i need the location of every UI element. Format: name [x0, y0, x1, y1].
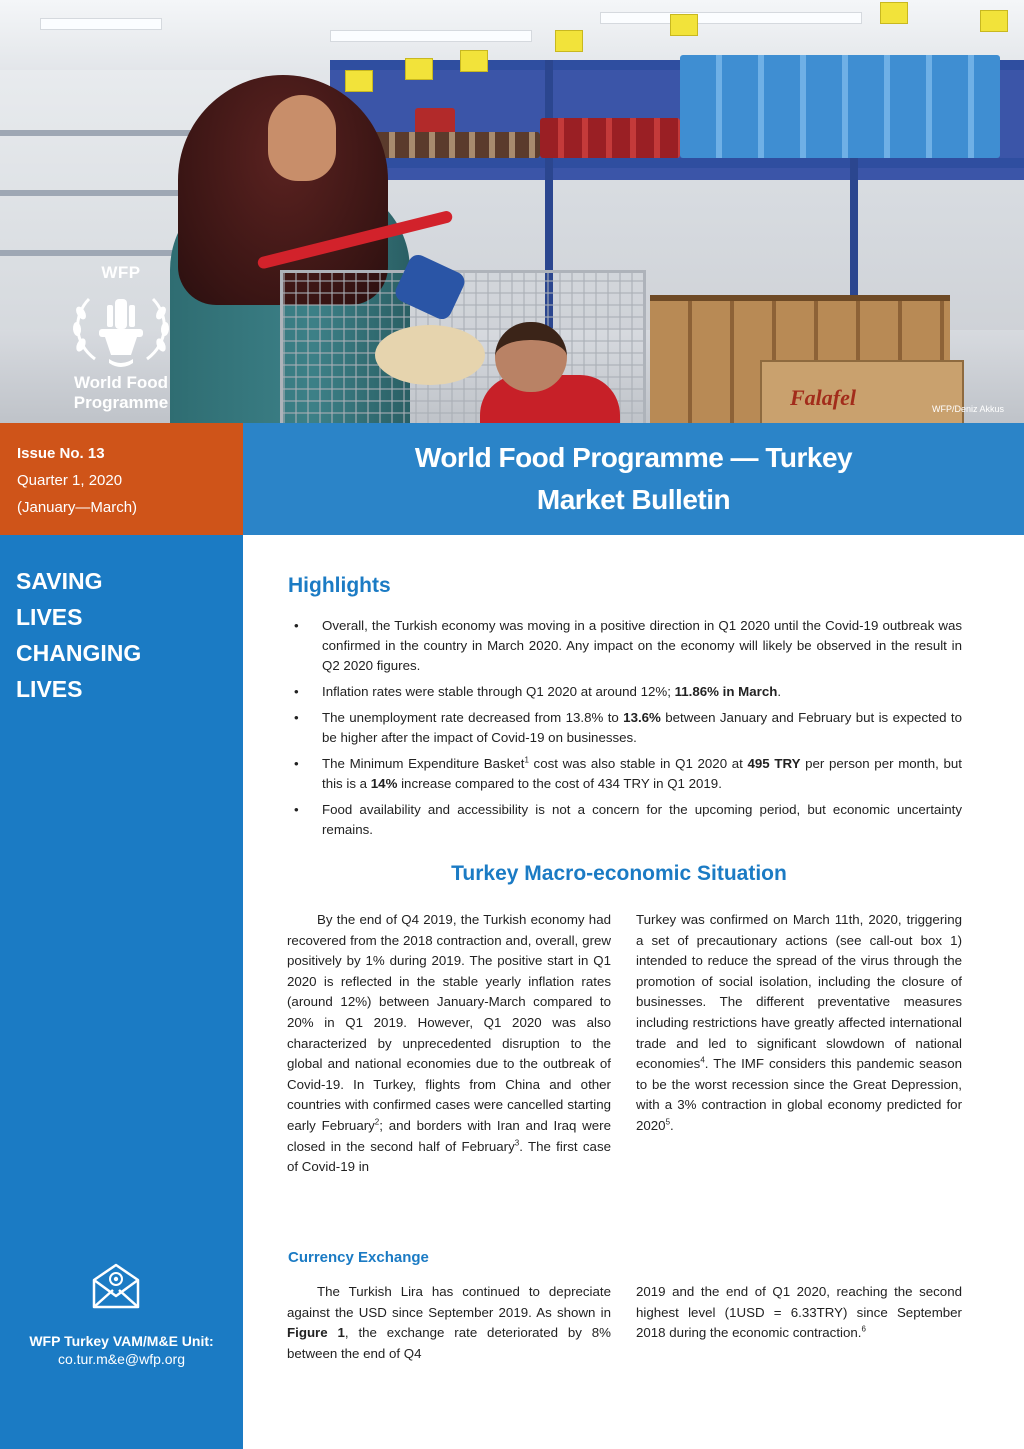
list-item — [292, 682, 962, 702]
bullet-emphasis: 14% — [370, 776, 398, 791]
bullet-emphasis: 13.6% — [623, 710, 661, 725]
wfp-logo — [60, 263, 182, 413]
price-tag — [345, 70, 373, 92]
product-row — [680, 55, 1000, 158]
shelf-bar — [330, 158, 1024, 168]
currency-column-right — [636, 1282, 962, 1344]
tagline-word: CHANGING — [16, 640, 142, 666]
highlights-heading: Highlights — [288, 574, 391, 597]
sidebar — [0, 535, 243, 1449]
box-label: Falafel — [790, 385, 856, 410]
product-row — [540, 118, 680, 158]
logo-name-line1: World Food — [73, 373, 169, 392]
list-item — [292, 616, 962, 676]
bullet-text: between January and February but is expected to be higher after the impact of Covid-19 on businesses. — [322, 710, 963, 745]
bullet-text: Food availability and accessibility is not a concern for the upcoming period, but economic uncertainty remains. — [322, 802, 962, 837]
paragraph-text: ; and borders with Iran and Iraq were closed in the second half of February — [287, 1117, 611, 1154]
macro-column-right — [636, 910, 962, 1137]
currency-column-left — [287, 1282, 611, 1364]
price-tag — [405, 58, 433, 80]
ceiling-light — [600, 12, 862, 24]
paragraph-text: 2019 and the end of Q1 2020, reaching the second highest level (1USD = 6.33TRY) since September 2018 during the economic contraction. — [636, 1284, 962, 1341]
paragraph-text: , the exchange rate deteriorated by 8% between the end of Q4 — [287, 1325, 611, 1361]
price-tag — [980, 10, 1008, 32]
photo-credit: WFP/Deniz Akkus — [931, 404, 1004, 414]
ceiling-light — [40, 18, 162, 30]
title-line1: World Food Programme — Turkey — [414, 442, 853, 473]
shopper-face — [268, 95, 336, 181]
paragraph-text: Turkey was confirmed on March 11th, 2020, triggering a set of precautionary actions (see call-out box 1) intended to reduce the spread of the virus through the promotion of social isolation, including the closure of businesses. The different preventative measures including restrictions have greatly affected international trade and led to significant slowdown of national economies — [636, 912, 962, 1072]
price-tag — [670, 14, 698, 36]
bullet-text: The unemployment rate decreased from 13.8% to — [322, 710, 624, 725]
bullet-text: Inflation rates were stable through Q1 2020 at around 12%; — [322, 684, 675, 699]
footnote-ref[interactable]: 5 — [665, 1117, 671, 1127]
paragraph-text: The Turkish Lira has continued to depreciate against the USD since September 2019. As shown in — [287, 1284, 611, 1320]
bullet-text: . — [777, 684, 782, 699]
paragraph-text: . The IMF considers this pandemic season to be the worst recession since the Great Depression, with a 3% contraction in global economy predicted for 2020 — [636, 1056, 962, 1133]
tagline-word: SAVING — [16, 568, 103, 594]
issue-months: (January—March) — [17, 499, 138, 516]
bullet-emphasis: 11.86% in March — [674, 684, 778, 699]
footnote-ref[interactable]: 1 — [524, 755, 529, 765]
bullet-text: Overall, the Turkish economy was moving in a positive direction in Q1 2020 until the Covid-19 outbreak was confirmed in the country in March 2020. Any impact on the economy will likely be observed in the result in Q2 2020 figures. — [322, 618, 962, 673]
list-item — [292, 754, 962, 794]
footnote-ref[interactable]: 2 — [374, 1117, 380, 1127]
footnote-ref[interactable]: 3 — [514, 1138, 520, 1148]
bullet-icon: • — [294, 684, 299, 699]
email-envelope-icon — [91, 1262, 141, 1310]
bread — [375, 325, 485, 385]
list-item — [292, 800, 962, 840]
tagline-word: LIVES — [16, 604, 83, 630]
title-band — [243, 423, 1024, 535]
bullet-text: per person per month, but this is a — [322, 756, 962, 791]
price-tag — [555, 30, 583, 52]
paragraph-text: By the end of Q4 2019, the Turkish economy had recovered from the 2018 contraction and, overall, grew positively by 1% during 2019. The positive start in Q1 2020 is reflected in the stable yearly inflation rates (around 12%) between January-March compared to 20% in Q1 2019. However, Q1 2020 was also characterized by unprecedented disruption to the global and national economies due to the outbreak of Covid-19. In Turkey, flights from China and other countries with confirmed cases were cancelled starting early February — [287, 912, 611, 1133]
paragraph-text: . — [670, 1117, 674, 1133]
paragraph-text: . The first case of Covid-19 in — [287, 1138, 611, 1175]
figure-ref[interactable]: Figure 1 — [287, 1325, 345, 1341]
cover-photo — [0, 0, 1024, 423]
currency-heading: Currency Exchange — [288, 1249, 429, 1266]
logo-name-line2: Programme — [73, 393, 169, 412]
unit-email-link[interactable]: co.tur.m&e@wfp.org — [57, 1351, 186, 1367]
issue-number: Issue No. 13 — [17, 445, 105, 462]
tagline — [16, 563, 141, 707]
ceiling-light — [330, 30, 532, 42]
footnote-ref[interactable]: 4 — [700, 1055, 705, 1065]
bullet-icon: • — [294, 710, 299, 725]
bullet-icon: • — [294, 618, 299, 633]
bullet-icon: • — [294, 802, 299, 817]
unit-title: WFP Turkey VAM/M&E Unit: — [29, 1333, 214, 1349]
bullet-text: The Minimum Expenditure Basket — [322, 756, 525, 771]
list-item — [292, 708, 962, 748]
child-head — [495, 322, 567, 392]
macro-column-left — [287, 910, 611, 1178]
issue-quarter: Quarter 1, 2020 — [17, 472, 123, 489]
issue-box — [0, 423, 243, 535]
title-line2: Market Bulletin — [536, 484, 731, 515]
footnote-ref[interactable]: 6 — [861, 1324, 866, 1334]
bullet-text: cost was also stable in Q1 2020 at — [528, 756, 748, 771]
bullet-emphasis: 495 TRY — [747, 756, 801, 771]
macro-heading: Turkey Macro-economic Situation — [451, 862, 787, 885]
tagline-word: LIVES — [16, 676, 83, 702]
price-tag — [460, 50, 488, 72]
bullet-text: increase compared to the cost of 434 TRY in Q1 2019. — [397, 776, 722, 791]
wfp-emblem-icon — [69, 285, 173, 369]
bullet-icon: • — [294, 756, 299, 771]
highlights-list — [292, 616, 962, 846]
logo-acronym: WFP — [101, 263, 141, 282]
price-tag — [880, 2, 908, 24]
